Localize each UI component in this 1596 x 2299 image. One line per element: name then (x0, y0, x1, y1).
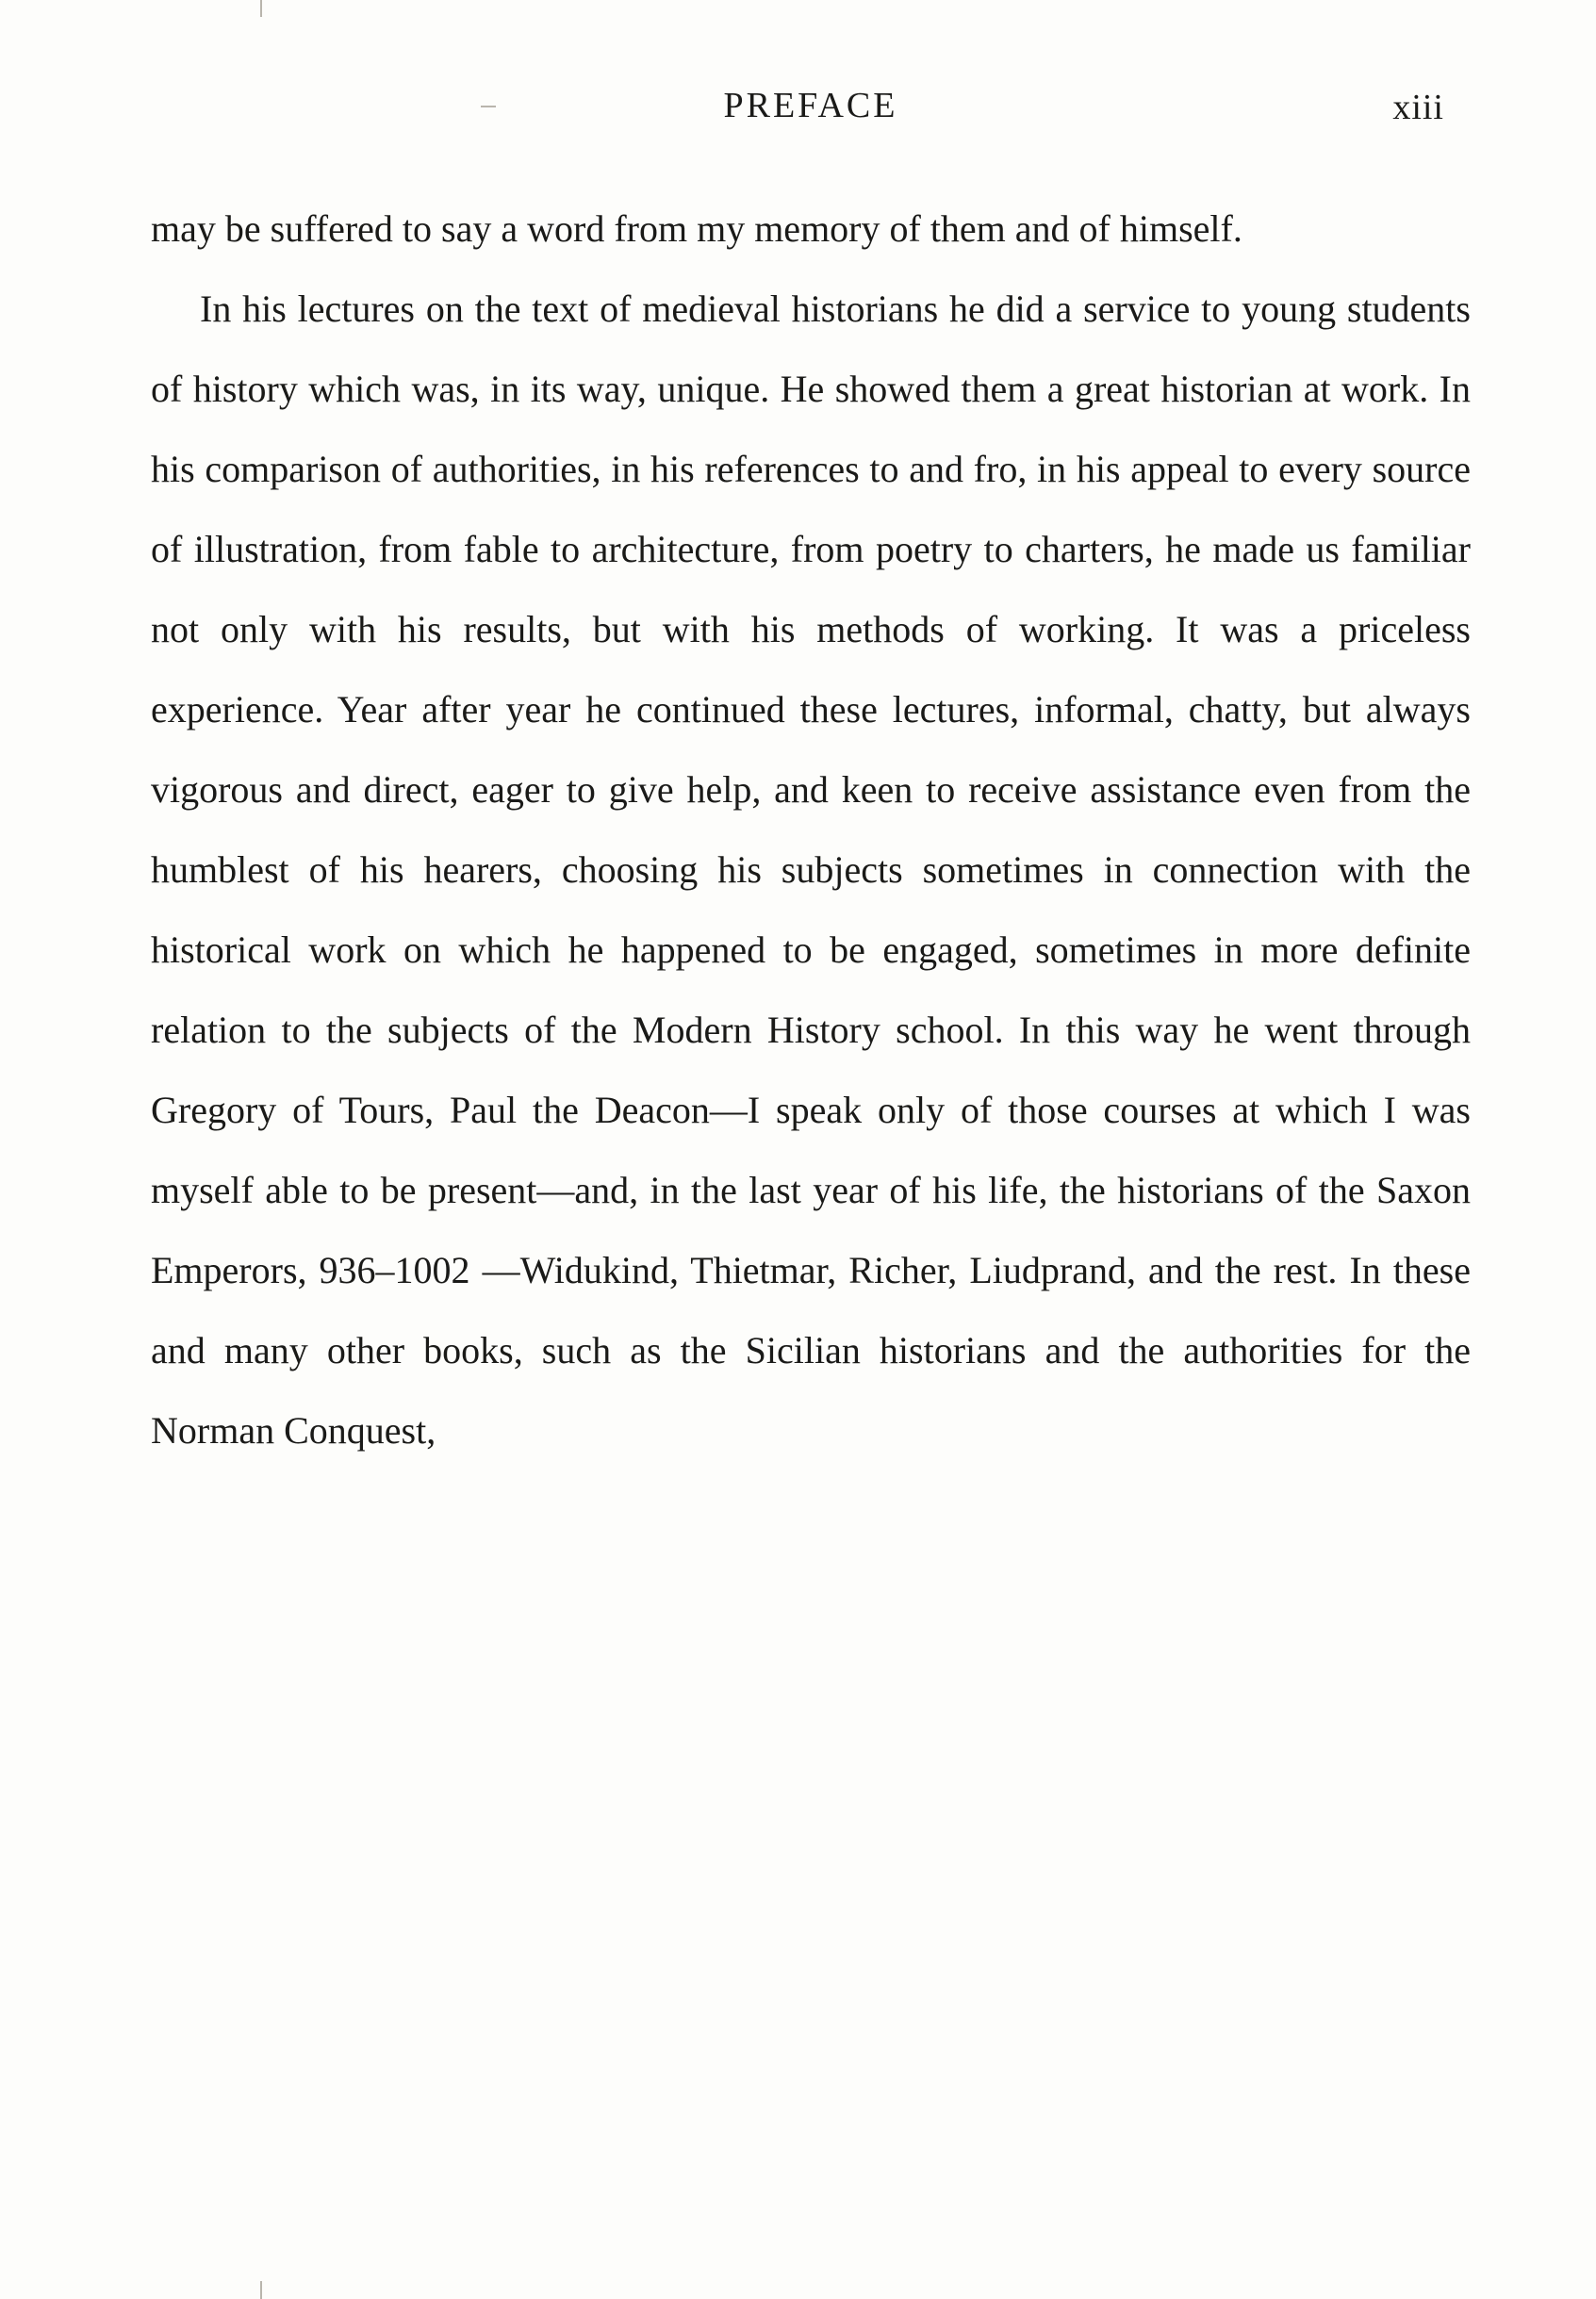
running-head (151, 85, 1471, 151)
paragraph-continued: may be suffered to say a word from my memory of them and of himself. (151, 207, 1242, 250)
page-content (151, 85, 1471, 1470)
printer-mark-top (260, 0, 262, 17)
paragraph-lectures: In his lectures on the text of medieval historians he did a service to young students of history which was, in its way, unique. He showed them a great historian at work. In his comparison of authorities, in his references to and fro, in his appeal to every source of illustration, from fable to architecture, from poetry to charters, he made us familiar not only with his results, but with his methods of working. It was a priceless experience. Year after year he continued these lectures, informal, chatty, but always vigorous and direct, eager to give help, and keen to receive assistance even from the humblest of his hearers, choosing his subjects sometimes in connection with the historical work on which he happened to be engaged, sometimes in more definite relation to the subjects of the Modern History school. In this way he went through Gregory of Tours, Paul the Deacon—I speak only of those courses at which I was myself able to be present—and, in the last year of his life, the historians of the Saxon Emperors, 936–1002 —Widukind, Thietmar, Richer, Liudprand, and the rest. In these and many other books, such as the Sicilian historians and the authorities for the Norman Conquest, (151, 287, 1471, 1452)
running-head-title: PREFACE (723, 86, 898, 125)
page-number: xiii (1392, 88, 1444, 127)
body-text (151, 189, 1471, 1470)
printer-mark-bottom (260, 2281, 262, 2299)
